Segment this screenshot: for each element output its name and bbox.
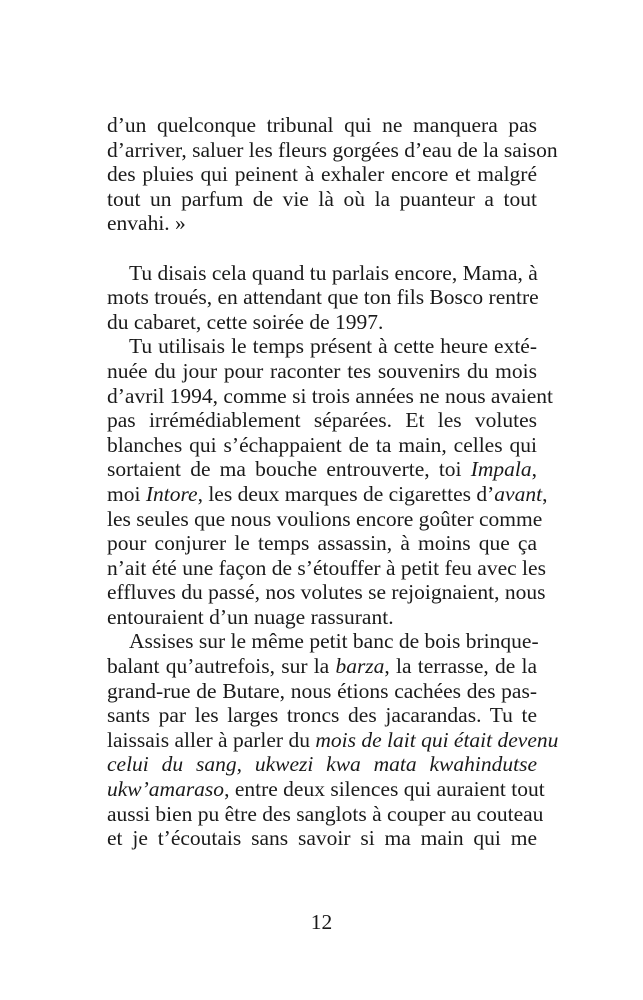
italic-term: barza xyxy=(335,654,385,679)
text-line: et je t’écoutais sans savoir si ma main qui me xyxy=(107,826,537,851)
text-fragment: , la terrasse, de la xyxy=(384,654,538,679)
italic-term: Intore xyxy=(145,481,198,506)
text-line xyxy=(107,752,537,777)
text-line: n’ait été une façon de s’étouffer à petit feu avec les xyxy=(107,555,546,580)
text-line xyxy=(107,481,548,507)
text-line: Tu disais cela quand tu parlais encore, Mama, à xyxy=(129,260,538,285)
text-fragment: laissais aller à parler du xyxy=(107,727,316,752)
text-line: tout un parfum de vie là où la puanteur a tout xyxy=(107,186,537,211)
text-fragment: , xyxy=(542,481,548,506)
italic-term: celui du sang, ukwezi kwa mata kwahindutse xyxy=(107,752,537,777)
text-line: mots troués, en attendant que ton fils Bosco rentre xyxy=(107,285,539,310)
text-line: Tu utilisais le temps présent à cette heure exté- xyxy=(129,334,537,359)
text-line xyxy=(107,457,537,482)
text-line: du cabaret, cette soirée de 1997. xyxy=(107,309,384,334)
text-line: effluves du passé, nos volutes se rejoignaient, nous xyxy=(107,580,546,605)
page-body xyxy=(107,113,559,851)
text-line: pour conjurer le temps assassin, à moins que ça xyxy=(107,531,537,556)
text-line: envahi. » xyxy=(107,211,186,236)
text-line: aussi bien pu être des sanglots à couper au couteau xyxy=(107,801,544,826)
text-fragment: , xyxy=(531,457,537,482)
text-fragment: , les deux marques de cigarettes d’ xyxy=(197,481,495,506)
text-line: grand-rue de Butare, nous étions cachées des pas- xyxy=(107,678,537,703)
italic-term: mois de lait qui était devenu xyxy=(315,727,559,752)
text-line: d’avril 1994, comme si trois années ne nous avaient xyxy=(107,383,554,408)
text-line: entouraient d’un nuage rassurant. xyxy=(107,604,394,629)
page-number: 12 xyxy=(310,910,333,934)
text-line xyxy=(107,654,537,679)
text-line: blanches qui s’échappaient de ta main, celles qui xyxy=(107,432,537,457)
text-line: Assises sur le même petit banc de bois brinque- xyxy=(129,629,539,654)
text-line: pas irrémédiablement séparées. Et les volutes xyxy=(107,408,537,433)
italic-term: Impala xyxy=(470,457,532,482)
text-fragment: sortaient de ma bouche entrouverte, toi xyxy=(107,457,471,482)
text-fragment: , entre deux silences qui auraient tout xyxy=(224,777,545,802)
italic-term: avant xyxy=(494,481,543,506)
text-fragment: moi xyxy=(107,481,146,506)
paragraph-gap xyxy=(107,236,537,261)
text-line xyxy=(107,777,545,802)
text-line: des pluies qui peinent à exhaler encore et malgré xyxy=(107,162,537,187)
text-line: les seules que nous voulions encore goûter comme xyxy=(107,506,543,531)
text-line: d’arriver, saluer les fleurs gorgées d’eau de la saison xyxy=(107,137,558,162)
text-fragment: balant qu’autrefois, sur la xyxy=(107,654,336,679)
text-line: sants par les larges troncs des jacarandas. Tu te xyxy=(107,703,537,728)
text-line: nuée du jour pour raconter tes souvenirs du mois xyxy=(107,358,537,383)
italic-term: ukw’amaraso xyxy=(107,777,225,802)
text-line: d’un quelconque tribunal qui ne manquera pas xyxy=(107,113,537,137)
text-line xyxy=(107,727,559,753)
